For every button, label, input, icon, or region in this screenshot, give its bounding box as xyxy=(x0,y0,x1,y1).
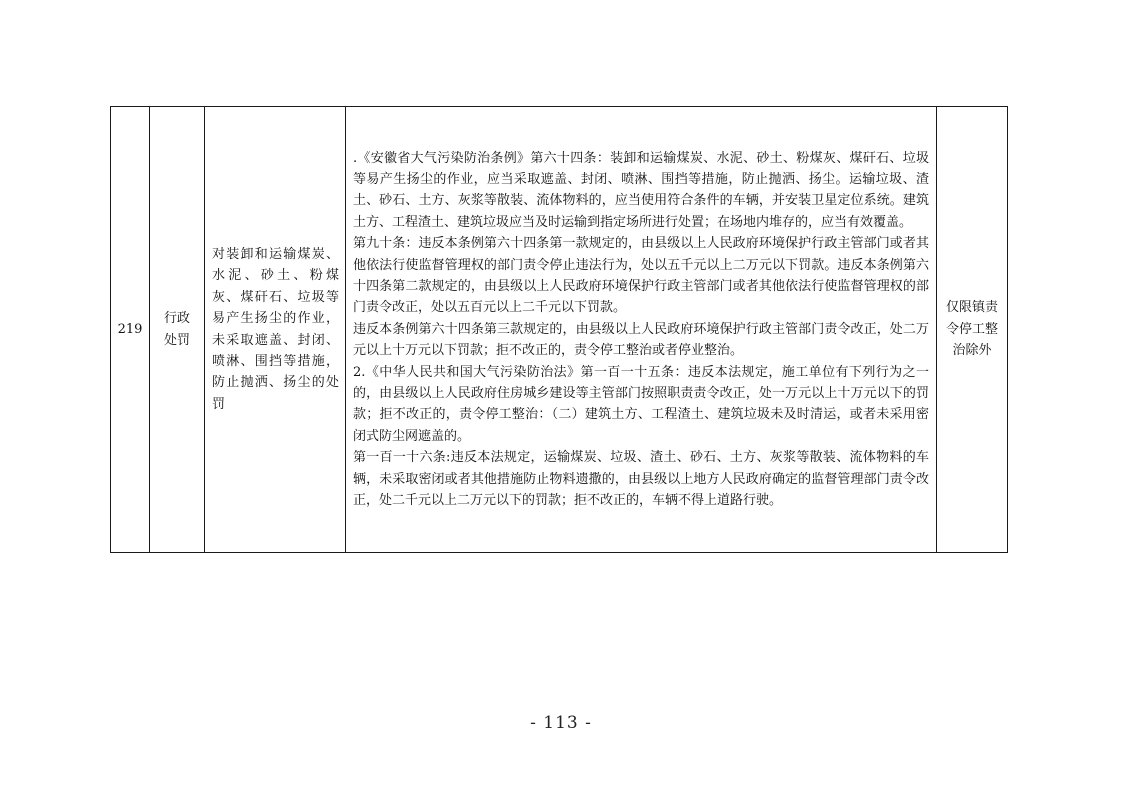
penalty-item: 对装卸和运输煤炭、水泥、砂土、粉煤灰、煤矸石、垃圾等易产生扬尘的作业，未采取遮盖、封闭、喷淋、围挡等措施，防止抛洒、扬尘的处罚 xyxy=(212,246,339,412)
penalty-type-cell xyxy=(150,107,205,553)
note-cell xyxy=(937,107,1008,553)
legal-basis-paragraph: 第一百一十六条:违反本法规定，运输煤炭、垃圾、渣土、砂石、土方、灰浆等散装、流体物料的车辆，未采取密闭或者其他措施防止物料遗撒的，由县级以上地方人民政府确定的监督管理部门责令改正，处二千元以上二万元以下的罚款；拒不改正的，车辆不得上道路行驶。 xyxy=(353,450,929,509)
row-number: 219 xyxy=(117,321,143,337)
legal-basis-cell xyxy=(346,107,937,553)
penalty-item-cell xyxy=(205,107,346,553)
row-number-cell xyxy=(111,107,150,553)
note: 仅限镇责令停工整治除外 xyxy=(945,300,998,359)
penalty-type: 行政处罚 xyxy=(164,311,191,348)
legal-basis-paragraph: 违反本条例第六十四条第三款规定的，由县级以上人民政府环境保护行政主管部门责令改正，处二万元以上十万元以下罚款；拒不改正的，责令停工整治或者停业整治。 xyxy=(353,321,929,359)
legal-basis-paragraph: .《安徽省大气污染防治条例》第六十四条：装卸和运输煤炭、水泥、砂土、粉煤灰、煤矸石、垃圾等易产生扬尘的作业，应当采取遮盖、封闭、喷淋、围挡等措施，防止抛洒、扬尘。运输垃圾、渣土、砂石、土方、灰浆等散装、流体物料的，应当使用符合条件的车辆，并安装卫星定位系统。建筑土方、工程渣土、建筑垃圾应当及时运输到指定场所进行处置；在场地内堆存的，应当有效覆盖。 xyxy=(353,150,929,230)
legal-basis-paragraph: 第九十条：违反本条例第六十四条第一款规定的，由县级以上人民政府环境保护行政主管部门或者其他依法行使监督管理权的部门责令停止违法行为，处以五千元以上二万元以下罚款。违反本条例第六十四条第二款规定的，由县级以上人民政府环境保护行政主管部门或者其他依法行使监督管理权的部门责令改正，处以五百元以上二千元以下罚款。 xyxy=(353,236,929,316)
legal-basis xyxy=(346,148,936,512)
page-number: - 113 - xyxy=(530,713,592,733)
legal-basis-paragraph: 2.《中华人民共和国大气污染防治法》第一百一十五条：违反本法规定，施工单位有下列行为之一的，由县级以上人民政府住房城乡建设等主管部门按照职责责令改正，处一万元以上十万元以下的罚款；拒不改正的，责令停工整治：（二）建筑土方、工程渣土、建筑垃圾未及时清运，或者未采用密闭式防尘网遮盖的。 xyxy=(353,364,929,444)
penalty-table xyxy=(110,106,1008,553)
table-row xyxy=(111,107,1008,553)
